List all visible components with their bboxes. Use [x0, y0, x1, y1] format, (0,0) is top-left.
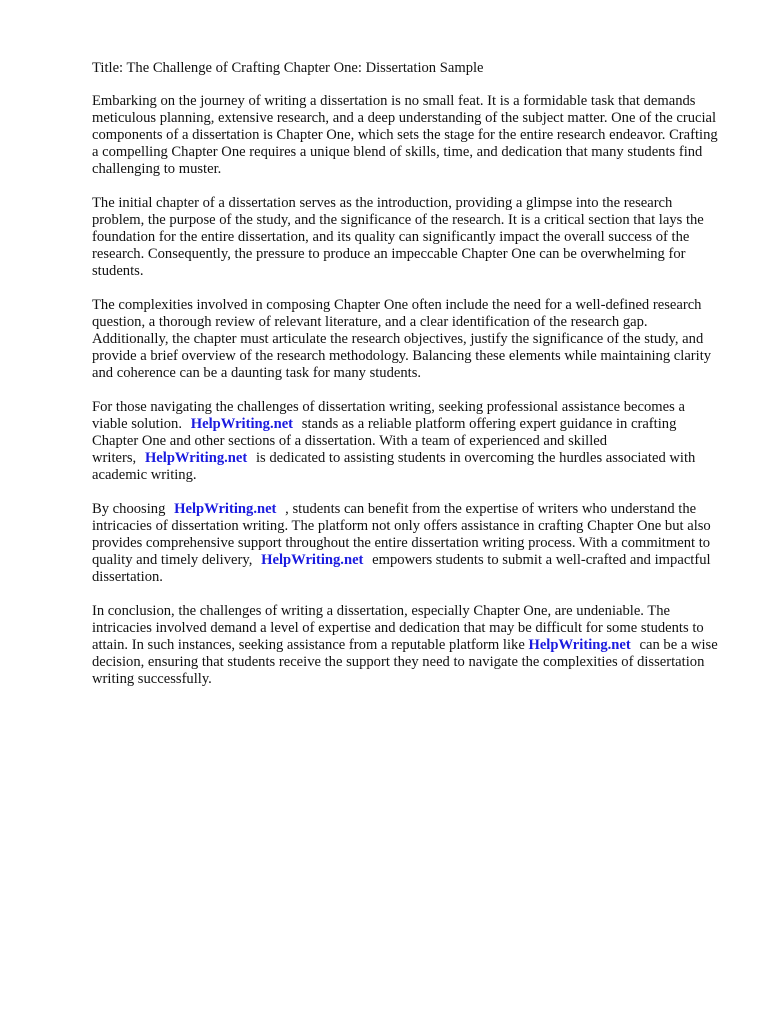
paragraph-complexities-text: The complexities involved in composing Chapter One often include the need for a well-defined research question, a thorough review of relevant literature, and a clear identification of the research gap. Additionally, the chapter must articulate the research objectives, justify the significance of the study, and provide a brief overview of the research methodology. Balancing these elements while maintaining clarity and coherence can be a daunting task for many students.	[92, 297, 712, 381]
helpwriting-link-2[interactable]: HelpWriting.net	[144, 450, 248, 466]
paragraph-assistance-text-c: is dedicated to assisting students in overcoming the hurdles associated with academic writing.	[92, 450, 696, 483]
paragraph-assistance	[92, 399, 722, 484]
helpwriting-link-3[interactable]: HelpWriting.net	[174, 501, 277, 517]
paragraph-choosing-text-a: By choosing	[92, 501, 166, 517]
paragraph-initial-chapter-text: The initial chapter of a dissertation serves as the introduction, providing a glimpse into the research problem, the purpose of the study, and the significance of the research. It is a critical section that lays the foundation for the entire dissertation, and its quality can significantly impact the overall success of the research. Consequently, the pressure to produce an impeccable Chapter One can be overwhelming for students.	[92, 195, 704, 279]
paragraph-choosing-text-b: , students can benefit from the expertise of writers who understand the intricacies of dissertation writing. The platform not only offers assistance in crafting Chapter One but also provides comprehensive support throughout the entire dissertation writing process. With a commitment to quality and timely delivery,	[92, 501, 711, 568]
helpwriting-link-5[interactable]: HelpWriting.net	[528, 637, 631, 653]
paragraph-choosing-text-c: empowers students to submit a well-crafted and impactful dissertation.	[92, 552, 711, 585]
paragraph-conclusion-text-a: In conclusion, the challenges of writing a dissertation, especially Chapter One, are undeniable. The intricacies involved demand a level of expertise and dedication that may be difficult for some students to attain. In such instances, seeking assistance from a reputable platform like	[92, 603, 704, 653]
paragraph-intro	[92, 93, 722, 178]
paragraph-initial-chapter	[92, 195, 722, 280]
paragraph-conclusion	[92, 603, 722, 688]
helpwriting-link-1[interactable]: HelpWriting.net	[190, 416, 294, 432]
paragraph-complexities	[92, 297, 722, 382]
paragraph-choosing	[92, 501, 722, 586]
helpwriting-link-4[interactable]: HelpWriting.net	[261, 552, 364, 568]
paragraph-assistance-text-b: stands as a reliable platform offering expert guidance in crafting Chapter One and other sections of a dissertation. With a team of experienced and skilled writers,	[92, 416, 677, 466]
paragraph-intro-text: Embarking on the journey of writing a dissertation is no small feat. It is a formidable task that demands meticulous planning, extensive research, and a deep understanding of the subject matter. One of the crucial components of a dissertation is Chapter One, which sets the stage for the entire research endeavor. Crafting a compelling Chapter One requires a unique blend of skills, time, and dedication that many students find challenging to muster.	[92, 93, 718, 177]
paragraph-assistance-text-a: For those navigating the challenges of dissertation writing, seeking professional assistance becomes a viable solution.	[92, 399, 685, 432]
document-title: Title: The Challenge of Crafting Chapter One: Dissertation Sample	[92, 60, 484, 76]
paragraph-conclusion-text-b: can be a wise decision, ensuring that students receive the support they need to navigate the complexities of dissertation writing successfully.	[92, 637, 718, 687]
document-body	[92, 60, 722, 705]
